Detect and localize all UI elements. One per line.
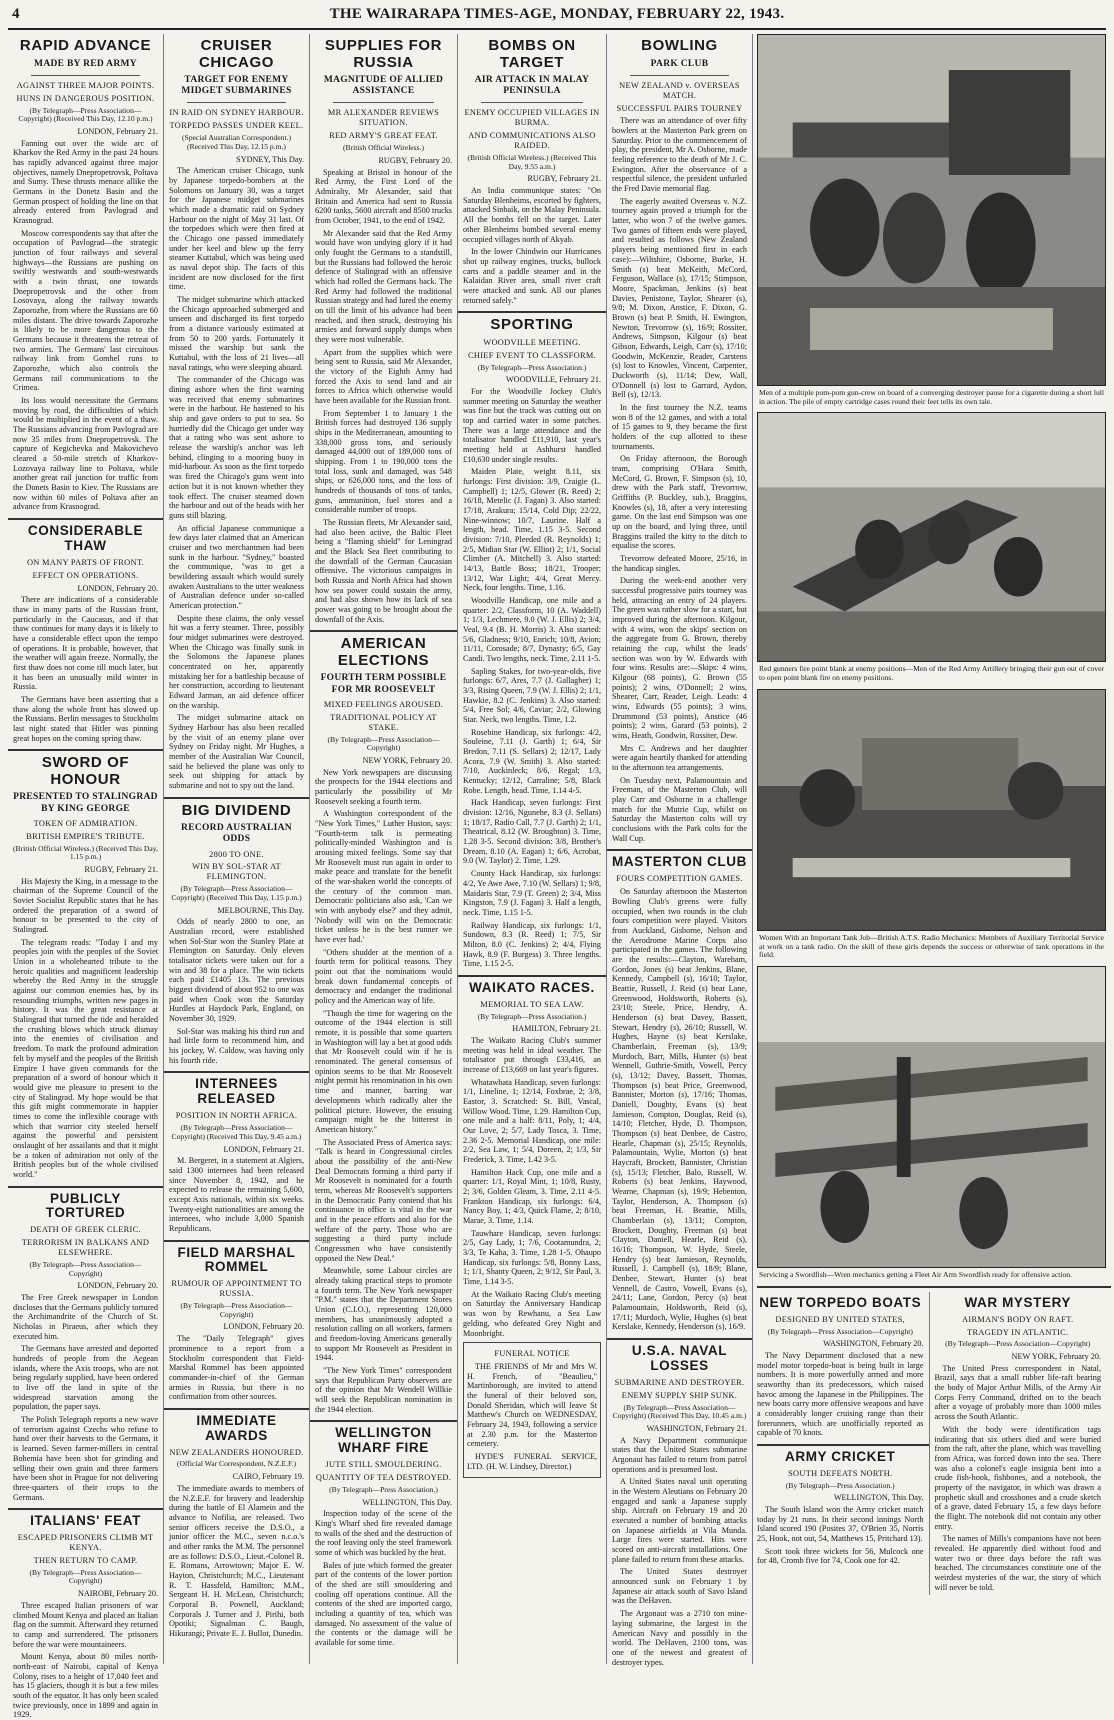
article-paragraph: Mrs C. Andrews and her daughter were again heartily thanked for attending to the afternoon tea arrangements. xyxy=(612,743,747,773)
credit-line: (By Telegraph—Press Association.) xyxy=(477,1011,587,1021)
headline-masterton-club: MASTERTON CLUB xyxy=(612,854,747,870)
headline-wellington-wharf-fire: WELLINGTON WHARF FIRE xyxy=(335,1425,432,1456)
photo-red-gunners xyxy=(757,412,1106,662)
subhead: PARK CLUB xyxy=(650,58,709,69)
article-paragraph: There are indications of a considerable thaw in many parts of the Russian front, particularly in the Caucasus, and if that thaw continues for many days it is likely to have a considerable effect upon the tempo of operations. It is probable, however, that the weather will again freeze. Normally, the first thaw does not come till much later, but it has been an unusually mild winter in Russia. xyxy=(13,595,158,692)
subhead: QUANTITY OF TEA DESTROYED. xyxy=(315,1472,452,1482)
article-paragraph: Railway Handicap, six furlongs: 1/1, Sundown, 8.3 (R. Reed) 1; 7/5, Sir Milton, 8.0 (C. Jenkins) 2; 4/4, Flying Hawk, 8.9 (F. Burgess) 3. Three lengths. Time, 1.15 2-5. xyxy=(463,920,601,969)
dateline: NAIROBI, February 20. xyxy=(77,1589,158,1599)
article-paragraph: At the Waikato Racing Club's meeting on Saturday the Anniversary Handicap was won by Rewhanu, a Sea Law gelding, who defeated Grey Night and Moonbright. xyxy=(463,1289,601,1338)
subhead: AND COMMUNICATIONS ALSO RAIDED. xyxy=(468,131,596,151)
credit-line: (By Telegraph—Press Association.) xyxy=(477,362,587,372)
subhead: PRESENTED TO STALINGRAD BY KING GEORGE xyxy=(13,792,158,814)
subhead: POSITION IN NORTH AFRICA. xyxy=(175,1111,298,1121)
headline-war-mystery: WAR MYSTERY xyxy=(964,1294,1072,1310)
photo-caption: Servicing a Swordfish—Wren mechanics getting a Fleet Air Arm Swordfish ready for offensive action. xyxy=(759,1270,1072,1280)
subhead: TOKEN OF ADMIRATION. xyxy=(33,818,138,828)
subhead: THEN RETURN TO CAMP. xyxy=(33,1555,138,1565)
credit-line: (By Telegraph—Press Association—Copyright) (Received This Day, 9.45 a.m.) xyxy=(171,1123,302,1141)
article-paragraph: There was an attendance of over fifty bowlers at the Masterton Park green on Saturday. Prior to the commencement of play, the president, Mr A. Osborne, made feeling reference to the death of Mr J. C. Ewington. After the observance of a respectful silence, the president unfurled the Fred Davie memorial flag. xyxy=(612,116,747,194)
subhead: MEMORIAL TO SEA LAW. xyxy=(480,999,584,1009)
dateline: LONDON, February 21. xyxy=(223,1144,304,1154)
article-paragraph: The United States destroyer announced sunk on February 1 by Japanese air attack south of Savo Island was the DeHaven. xyxy=(612,1567,747,1606)
dateline: WASHINGTON, February 21. xyxy=(646,1424,747,1434)
credit-line: (By Telegraph—Press Association—Copyright) xyxy=(945,1339,1091,1349)
credit-line: (By Telegraph—Press Association—Copyright) (Received This Day, 12.10 p.m.) xyxy=(18,105,153,124)
article-paragraph: Trevorrow defeated Moore, 25/16, in the handicap singles. xyxy=(612,553,747,573)
credit-line: (British Official Wireless.) xyxy=(342,143,425,153)
article-paragraph: Mr Alexander said that the Red Army would have won undying glory if it had only fought the Germans to a standstill, but the Russians had followed the heroic defence of Stalingrad with an offensive which had rolled the Germans back. The Red Army had followed the traditional Russian strategy and had lured the enemy on till the limit of his advance had been reached, and then struck, destroying his armies and forward supply dumps when they were most vulnerable. xyxy=(315,228,452,344)
subhead: SUCCESSFUL PAIRS TOURNEY xyxy=(616,103,743,113)
article-paragraph: County Hack Handicap, six furlongs: 4/2, Ye Awe Awe, 7.10 (W. Sellars) 1; 9/8, Maidaris Star, 7.9 (T. Green) 2; 3/4, Miss Kingston, 7.9 (J. Fagan) 3. Half a length, neck. Time, 1.15 1-5. xyxy=(463,869,601,917)
headline-considerable-thaw: CONSIDERABLE THAW xyxy=(27,523,144,553)
dateline: MELBOURNE, This Day. xyxy=(217,905,304,915)
article-paragraph: The Associated Press of America says: "Talk is heard in Congressional circles about the possibility of the anti-New Deal Democrats forming a third party if Mr Roosevelt is nominated for a fourth term, whereas Mr Roosevelt's supporters in the Democratic Party contend that his continuance in office is vital in the war and in the peace efforts and also for the welfare of the party. Those who are suggesting a third party include Congressmen who have consistently opposed the New Deal." xyxy=(315,1137,452,1263)
subhead: AIRMAN'S BODY ON RAFT. xyxy=(962,1314,1074,1324)
article-paragraph: On Tuesday next, Palamountain and Freeman, of the Masterton Club, will play Carr and Osborne in a challenge match for the Mutrie Cup, whilst on Saturday the Masterton colts will try conclusions with the Park colts for the Wall Cup. xyxy=(612,775,747,843)
article-paragraph: A Navy Department communique states that the United States submarine Argonaut has failed to return from patrol operations and is presumed lost. xyxy=(612,1435,747,1474)
credit-line: (By Telegraph—Press Association.) xyxy=(329,1484,438,1494)
subhead: CHIEF EVENT TO CLASSFORM. xyxy=(467,350,597,360)
article-paragraph: The telegram reads: "Today I and my peoples join with the peoples of the Soviet Union in a wholehearted tribute to the heroic qualities and magnificent leadership whereby the Red Army in the struggle against our common enemies has, by its resounding triumphs, written new pages in history. It was the great resistance at Stalingrad that turned the tide and heralded the crushing blows which struck dismay into the enemies of civilisation and freedom. To mark the profound admiration felt by myself and the peoples of the British Empire I have given commands for the preparation of a sword of honour which it would give me pleasure to present to the city of Stalingrad. My hope would be that this gift might commemorate in happier times to come the inflexible courage with which that warrior city steeled herself against the powerful and persistent onslaught of her assailants and that it might be a token of admiration not only of the British peoples but of the whole civilised world." xyxy=(13,937,158,1179)
article-paragraph: In the lower Chindwin our Hurricanes shot up railway engines, trucks, bullock carts and a paddle steamer and in the Kalaidan River area, small river craft were attacked and sunk. All our planes returned safely." xyxy=(463,247,601,305)
dateline: CAIRO, February 19. xyxy=(232,1472,304,1482)
article-paragraph: The midget submarine which attacked the Chicago approached submerged and unseen and discharged its first torpedo from a distance variously estimated at from 50 to 200 yards. Fortunately it missed the warship but sank the Kuttabul, with the loss of 21 lives—all naval ratings, who were sleeping aboard. xyxy=(169,295,304,372)
article-paragraph: New York newspapers are discussing the prospects for the 1944 elections and particularly the possibility of Mr Roosevelt seeking a fourth term. xyxy=(315,767,452,806)
subhead: ENEMY OCCUPIED VILLAGES IN BURMA. xyxy=(464,108,600,128)
dateline: LONDON, February 20. xyxy=(77,583,158,593)
dateline: LONDON, February 21. xyxy=(77,126,158,136)
article-paragraph: Meanwhile, some Labour circles are already taking practical steps to promote a fourth term. The New York newspaper "P.M." states that the Department Stores Union (C.I.O.), representing 120,000 members, has unanimously adopted a resolution calling on all workers, farmers and freedom-loving Americans generally to support Mr Roosevelt as President in 1944. xyxy=(315,1266,452,1363)
column-6-photos xyxy=(753,34,1106,1664)
headline-bombs-on-target: BOMBS ON TARGET xyxy=(488,37,576,71)
subhead: DESIGNED BY UNITED STATES, xyxy=(775,1314,906,1324)
dateline: SYDNEY, This Day. xyxy=(236,154,304,164)
headline-army-cricket: ARMY CRICKET xyxy=(785,1448,896,1464)
article-paragraph: The "Daily Telegraph" gives prominence to a report from a Stockholm correspondent that Field-Marshal Rommel has been appointed commander-in-chief of the German armies in Russia, but there is no confirmation from other sources. xyxy=(169,1334,304,1402)
column-2 xyxy=(164,34,310,1664)
dateline: WELLINGTON, This Day. xyxy=(362,1497,452,1507)
subhead: IN RAID ON SYDNEY HARBOUR. xyxy=(169,108,304,118)
headline-field-marshal-rommel: FIELD MARSHAL ROMMEL xyxy=(177,1244,296,1275)
article-paragraph: From September 1 to January 1 the British forces had destroyed 136 supply ships in the Mediterranean, amounting to 338,000 gross tons, and seriously damaged 44,000 out of 189,000 tons of shipping. From 1 to 190,000 tons the total loss, sunk and damaged, was 548 ships, or 626,000 tons, and the loss of hundreds of thousands of tons of tanks, guns, ammunition, fuel stores and a considerable number of troops. xyxy=(315,408,452,515)
subhead: TRADITIONAL POLICY AT STAKE. xyxy=(330,712,437,732)
newspaper-title: THE WAIRARAPA TIMES-AGE, MONDAY, FEBRUARY 22, 1943. xyxy=(329,5,785,22)
dateline: RUGBY, February 21. xyxy=(527,174,601,184)
notice-text: THE FRIENDS of Mr and Mrs W. H. French, of "Beaulieu," Martinborough, are invited to attend the funeral of their beloved son, Donald Sheridan, which will leave St Matthew's Church on WEDNESDAY, February 24, 1943, following a service at 2.30 p.m. for the Masterton cemetery. xyxy=(467,1362,597,1449)
article-paragraph: The eagerly awaited Overseas v. N.Z. tourney again proved a triumph for the latter, who won 7 of the twelve games. Two games of fifteen ends were played, and resulted as follows (New Zealand players being mentioned first in each case):—Wiltshire, Osborne, Burke, H. Smith (s) beat McKeith, McCord, Ferguson, Wallace (s), 17/15; Stimpson, Moore, Spackman, Jenkins (s) beat Davies, Penistone, Taylor, Shearer (s), 9/8; M. Dixon, Anstice, F. Dixon, G. Brown (s) beat P. Smith, H. Ewington, Newton, Trevorrow (s), 16/9; Rossiter, Andrews, Simpson, Kilgour (s) beat Gibson, Edwards, Leigh, Carr (s), 17/10; Goodwin, McKenzie, Reader, Carstens (s) lost to Knowles, Vincent, Carpenter, Duckworth (s), 11/14; Dew, Wall, O'Donnell (s) lost to Garrard, Aydon, Bell (s), 12/13. xyxy=(612,196,747,400)
subhead: WOODVILLE MEETING. xyxy=(483,337,581,347)
page-number: 4 xyxy=(12,5,20,22)
credit-line: (British Official Wireless.) (Received This Day, 9.55 a.m.) xyxy=(467,153,597,171)
column-4 xyxy=(458,34,607,1664)
subhead: MAGNITUDE OF ALLIED ASSISTANCE xyxy=(323,75,444,97)
subhead: ON MANY PARTS OF FRONT. xyxy=(26,557,145,567)
article-paragraph: Hamilton Hack Cup, one mile and a quarter: 1/1, Royal Mint, 1; 10/8, Rusty, 2; 3/6, Golden Gleam, 3. Time, 2.11 4-5. Frankton Handicap, six furlongs: 6/4, Nancy Boy, 1; 4/3, Quick Flame, 2; 8/10, Marae, 3. Time, 1.14. xyxy=(463,1167,601,1226)
article-paragraph: "Others shudder at the mention of a fourth term for political reasons. They point out that the nominations would break down fundamental concepts of democracy and endanger the traditional policy and the American way of life. xyxy=(315,947,452,1006)
article-paragraph: The commander of the Chicago was dining ashore when the first warning was received that enemy submarines were in the harbour. He hastened to his ship and gave orders to put to sea. So hurriedly did the Chicago get under way that a rating who was sent ashore to release the warship's anchor was left behind, clinging to a mooring buoy in mid-harbour. As soon as the first torpedo was fired the Chicago's guns went into action but it is not known whether they took effect. The cruiser steamed down the harbour and out of the heads with her guns still blazing. xyxy=(169,375,304,520)
subhead: AGAINST THREE MAJOR POINTS. xyxy=(16,80,155,90)
subhead: DEATH OF GREEK CLERIC. xyxy=(30,1225,141,1235)
article-paragraph: Tauwhare Handicap, seven furlongs: 2/5, Gay Lady, 1; 7/6, Cootamundra, 2; 3/3, Te Kaha, 3. Time, 1.28 1-5. Ohaupo Handicap, six furlongs: 5/8, Bonny Lass, 1; 1/1, Shanty Queen, 2; 9/12, Sir Paul, 3. Time, 1.14 3-5. xyxy=(463,1228,601,1287)
subhead: TERRORISM IN BALKANS AND ELSEWHERE. xyxy=(21,1238,150,1258)
article-paragraph: An official Japanese communique a few days later claimed that an American cruiser and two merchantmen had been sunk in the harbour. "Sydney," boasted the communique, "was to get a bewildering assault which would surely awaken Australians to the utter weakness of Australian defence under so-called American protection." xyxy=(169,523,304,610)
subhead: MIXED FEELINGS AROUSED. xyxy=(323,699,444,709)
headline-usa-naval-losses: U.S.A. NAVAL LOSSES xyxy=(631,1343,728,1373)
article-paragraph: The Navy Department disclosed that a new model motor torpedo-boat is being built in large numbers. It is more powerfully armed and more seaworthy than its predecessors, which raised havoc among the Japanese in the Philippines. The new boats carry more offensive weapons and have a considerably longer cruising range than their forerunners, which are unofficially reported as capable of 70 knots. xyxy=(757,1350,924,1438)
headline-sporting: SPORTING xyxy=(490,316,574,334)
dateline: WASHINGTON, February 20. xyxy=(823,1339,924,1349)
subhead: EFFECT ON OPERATIONS. xyxy=(32,570,139,580)
credit-line: (By Telegraph—Press Association—Copyright) (Received This Day, 1.15 p.m.) xyxy=(171,884,302,902)
columns xyxy=(8,34,1106,1720)
subhead: HUNS IN DANGEROUS POSITION. xyxy=(16,93,155,103)
article-paragraph: Mount Kenya, about 80 miles north-north-east of Nairobi, capital of Kenya Colony, rises to a height of 17,040 feet and has 15 glaciers, though it is but a few miles south of the equator. It has only been scaled twice previously, once in 1899 and again in 1929. xyxy=(13,1652,158,1720)
headline-rapid-advance: RAPID ADVANCE xyxy=(19,37,152,54)
article-paragraph: The Polish Telegraph reports a new wave of terrorism against Czechs who refuse to hand over their harvests to the Germans, it is learned. Seven farmer-millers in central Bohemia have been shot for grinding and selling their own grain and three farmers have been shot in Prague for not delivering three-quarters of their crops to the Germans. xyxy=(13,1415,158,1502)
headline-supplies-for-russia: SUPPLIES FOR RUSSIA xyxy=(324,37,443,71)
article-paragraph: The midget submarine attack on Sydney Harbour has also been recalled by the visit of an enemy plane over Sydney on Friday night. Mr Hughes, a member of the Australian War Council, said he believed the plane was only to seek out shipping for attack by submarine and not to spy out the land. xyxy=(169,713,304,790)
headline-immediate-awards: IMMEDIATE AWARDS xyxy=(196,1412,277,1443)
article-paragraph: Whatawhata Handicap, seven furlongs: 1/1, Lineline, 1; 12/14, Foxbrae, 2; 3/8, Eastor, 3. Scratched: St. Bill, Vascal, Willow Wood. Time, 1.29. Hamilton Cup, one mile and a half: 8/11, Poly, 1; 4/4, Our Love, 2; 5/7, Lady Tosca, 3. Time, 2.36 2-5. Memorial Handicap, one mile: 2/2, Sea Law, 1; 5/4, Doreen, 2; 1/3, Sir Frederick, 3. Time, 1.42 3-5. xyxy=(463,1077,601,1165)
article-paragraph: The immediate awards to members of the N.Z.E.F. for bravery and leadership during the battle of El Alamein and the advance to Nofilia, are released. Two senior officers receive the D.S.O., a junior officer the M.C., seven n.c.o.'s and other ranks the M.M. The personnel are as follows: D.S.O., Lieut.-Colonel R. E. Romans, Arrowtown; Major E. W. Hayton, Christchurch; M.C., Lieutenant R. T. Hassfeld, Hamilton; M.M., Sergeant H. H. McLean, Christchurch; Corporal B. Pownell, Auckland; Corporals J. Turner and J. Pirihi, both Opotiki; Signalman C. Baugh, Hikurangi; Private E. J. Bullot, Dunedin. xyxy=(169,1483,304,1638)
article-paragraph: His Majesty the King, in a message to the chairman of the Supreme Council of the Soviet Socialist Republic states that he has ordered the preparation of a sword of honour to be presented to the city of Stalingrad. xyxy=(13,876,158,935)
dateline: LONDON, February 20. xyxy=(77,1281,158,1291)
dateline: WELLINGTON, This Day. xyxy=(833,1493,924,1503)
credit-line: (By Telegraph—Press Association—Copyright) (Received This Day, 10.45 a.m.) xyxy=(612,1402,747,1421)
article-paragraph: Sol-Star was making his third run and had little form to recommend him, and his jockey, W. Caldow, was having only his fourth ride. xyxy=(169,1026,304,1065)
subhead: FOURTH TERM POSSIBLE FOR MR ROOSEVELT xyxy=(320,673,447,695)
subhead: TRAGEDY IN ATLANTIC. xyxy=(967,1327,1069,1337)
article-paragraph: Speaking at Bristol in honour of the Red Army, the First Lord of the Admiralty, Mr Alexander, said that Britain and America had sent to Russia 6200 tanks, 5600 aircraft and 8500 trucks from October, 1941, to the end of 1942. xyxy=(315,167,452,225)
dateline: NEW YORK, February 20. xyxy=(1011,1352,1101,1362)
subhead: WIN BY SOL-STAR AT FLEMINGTON. xyxy=(192,862,281,882)
headline-bowling: BOWLING xyxy=(641,37,718,54)
article-paragraph: Three escaped Italian prisoners of war climbed Mount Kenya and placed an Italian flag on the summit. Afterward they returned to camp and surrendered. The prisoners before the war were mountaineers. xyxy=(13,1600,158,1649)
article-paragraph: The Waikato Racing Club's summer meeting was held in ideal weather. The totalisator put through £33,416, an increase of £13,669 on last year's figures. xyxy=(463,1036,601,1075)
subhead: TARGET FOR ENEMY MIDGET SUBMARINES xyxy=(181,75,292,97)
subhead: ENEMY SUPPLY SHIP SUNK. xyxy=(621,1390,738,1400)
article-paragraph: Odds of nearly 2800 to one, an Australian record, were established when Sol-Star won the Stanley Plate at Flemington on Saturday. Only eleven totalisator tickets were taken out for a win and 38 for a place. The win tickets each paid £1405 13s. The previous biggest dividend of about 952 to one was paid when Cook won the Saturday Hurdles at Haydock Park, England, on November 30, 1929. xyxy=(169,917,304,1024)
subhead: RED ARMY'S GREAT FEAT. xyxy=(329,131,438,141)
funeral-notice xyxy=(463,1342,601,1478)
photo-ats-radio-mechanics xyxy=(757,689,1106,931)
headline-big-dividend: BIG DIVIDEND xyxy=(181,801,292,819)
article-paragraph: A United States naval unit operating in the Western Aleutians on February 20 engaged and sank a Japanese supply ship. Aircraft on February 19 and 20 executed a number of bombing attacks on Japanese airfields at Vila Munda. Large fires were started. Hits were scored on anti-aircraft installations. One plane failed to return from these attacks. xyxy=(612,1477,747,1564)
photo-caption: Red gunners fire point blank at enemy positions—Men of the Red Army Artillery bringing their gun out of cover to open point blank fire on enemy positions. xyxy=(759,664,1104,683)
subhead: ESCAPED PRISONERS CLIMB MT KENYA. xyxy=(17,1533,154,1552)
subhead: BRITISH EMPIRE'S TRIBUTE. xyxy=(26,831,145,841)
photo-pom-pom-gun-crew xyxy=(757,34,1106,386)
article-paragraph: Fanning out over the wide arc of Kharkov the Red Army in the past 24 hours has rapidly advanced against three major objectives, namely Dnepropetrovsk, Poltava and Sumy. These thrusts menace allike the Germans in the Donetz Basin and the German prospect of holding the line on that already entered from Pavlograd and Krasnograd. xyxy=(13,138,158,225)
article-paragraph: Bales of jute which formed the greater part of the contents of the lower portion of the shed are still smouldering and cooling off operations continue. All the contents of the shed are imported cargo, including a quantity of tea, which was damaged. No assessment of the value of the contents or the damage will be available for some time. xyxy=(315,1560,452,1647)
article-paragraph: The Germans have been asserting that a thaw along the whole front has slowed up the Russians. Berlin messages to Stockholm last night stated that Hitler was pinning great hopes on the coming spring thaw. xyxy=(13,695,158,743)
article-paragraph: An India communique states: "On Saturday Blenheims, escorted by fighters, attacked Sinbaik, on the Malay Peninsula. All the bombs fell on the target. Later other Blenheims bombed several enemy occupied villages north of Akyab. xyxy=(463,186,601,244)
subhead: MR ALEXANDER REVIEWS SITUATION. xyxy=(327,108,440,128)
subcolumn-left xyxy=(757,1292,930,1596)
photo-swordfish-servicing xyxy=(757,966,1106,1268)
article-paragraph: Rosebine Handicap, six furlongs: 4/2, Souleine, 7.11 (J. Garth) 1; 6/4, Sir Bredon, 7.11 (S. Sellars) 2; 12/17, Lady Acora, 7.9 (W. Smith) 3. Also started: 7/10, Auckinleck; 8/6, Regal; 1/3, Kentucky; 12/12, Carraline; 5/8, Black Robe. Length, head. Time, 1.14 4-5. xyxy=(463,727,601,795)
credit-line: (By Telegraph—Press Association—Copyright) xyxy=(180,1301,293,1319)
headline-new-torpedo-boats: NEW TORPEDO BOATS xyxy=(759,1294,922,1310)
credit-line: (By Telegraph—Press Association.) xyxy=(785,1480,895,1490)
dateline: WOODVILLE, February 21. xyxy=(505,375,601,385)
photo-caption: Women With an Important Tank Job—British A.T.S. Radio Mechanics: Members of Auxiliary Territorial Service at work on a tank radio. On the skill of these girls depends the success or otherwise of tank operations in the field. xyxy=(759,932,1104,960)
article-paragraph: Woodville Handicap, one mile and a quarter: 2/2, Classform, 10 (A. Waddell) 1; 1/3, Lechmere, 9.0 (W. J. Ellis) 2; 3/4, Veal, 9.4 (B. H. Morris) 3. Also started: 5/6, Gladness; 9/10, Enrich; 10/8, Avion; 11/11, Corosade; 8/7, Dynasty; 6/5, Gay Candi. Two lengths, neck. Time, 2.11 1-5. xyxy=(463,596,601,664)
article-paragraph: Apart from the supplies which were being sent to Russia, said Mr Alexander, the victory of the Eighth Army had forced the Axis to send land and air forces to Africa which otherwise would have been available for the Russian front. xyxy=(315,347,452,405)
credit-line: (Official War Correspondent, N.Z.E.F.) xyxy=(176,1459,297,1469)
article-paragraph: The names of Mills's companions have not been revealed. He apparently died without food and water two or three days before the raft was beached. The circumstances constitute one of the weirdest mysteries of the war, the story of which will never be told. xyxy=(934,1534,1101,1592)
subhead: SOUTH DEFEATS NORTH. xyxy=(788,1468,893,1478)
bottom-articles xyxy=(757,1292,1106,1596)
headline-waikato-races: WAIKATO RACES. xyxy=(469,979,595,995)
subhead: NEW ZEALANDERS HONOURED. xyxy=(169,1447,304,1457)
notice-heading: FUNERAL NOTICE xyxy=(494,1349,570,1359)
subcolumn-right xyxy=(930,1292,1107,1596)
article-paragraph: For the Woodville Jockey Club's summer meeting on Saturday the weather was fine but the track was cutting out on top and carried water in some patches. There was a large attendance and the totalisator handled £11,910, last year's meeting held at Ashhurst handled £10,630 under single results. xyxy=(463,386,601,464)
credit-line: (British Official Wireless.) (Received This Day, 1.15 p.m.) xyxy=(13,843,158,862)
article-paragraph: M. Bergeret, in a statement at Algiers, said 1300 internees had been released since November 8, 1942, and he expected to release the remaining 5,600, except Axis nationals, within six weeks. Twenty-eight nationalities are among the internees, who include 3,000 Spanish Republicans. xyxy=(169,1156,304,1233)
article-paragraph: Despite these claims, the only vessel hit was a ferry steamer. Three, possibly four midget submarines were destroyed. When the Chicago was finally sunk in the Solomons the Japanese planes concentrated on her, apparently mistaking her for a battleship because of her construction, according to lieutenant Edward Jarman, an aid defence officer on the warship. xyxy=(169,613,304,710)
masthead xyxy=(8,0,1106,30)
subhead: RECORD AUSTRALIAN ODDS xyxy=(181,823,292,845)
article-paragraph: The Russian fleets, Mr Alexander said, had also been active, the Baltic Fleet being a "flaming shield" for Leningrad and the Black Sea fleet contributing to the downfall of the German Caucasian offensive. The victorious campaigns in both Russia and North Africa had shown how sea power could sustain the army, and had also shown how its lack of sea power was going to be brought about the downfall of the Axis. xyxy=(315,518,452,624)
credit-line: (By Telegraph—Press Association—Copyright) xyxy=(29,1259,142,1278)
credit-line: (Special Australian Correspondent.) (Received This Day, 12.15 p.m.) xyxy=(181,133,292,151)
dateline: LONDON, February 20. xyxy=(223,1322,304,1332)
column-5 xyxy=(607,34,753,1667)
subhead: JUTE STILL SMOULDERING. xyxy=(325,1460,442,1470)
article-paragraph: The United Press correspondent in Natal, Brazil, says that a small rubber life-raft bearing the body of Major Arthur Mills, of the Army Air Corps Ferry Command, drifted on to the beach after a voyage of probably more than 1000 miles across the South Atlantic. xyxy=(934,1363,1101,1422)
subhead: 2800 TO ONE. xyxy=(209,849,264,859)
headline-publicly-tortured: PUBLICLY TORTURED xyxy=(45,1190,126,1221)
credit-line: (By Telegraph—Press Association—Copyright) xyxy=(29,1567,142,1586)
article-paragraph: The Argonaut was a 2710 ton mine-laying submarine, the largest in the American Navy and possibly in the world. The DeHaven, 2100 tons, was one of the newest and greatest of destroyer types. xyxy=(612,1609,747,1667)
headline-sword-of-honour: SWORD OF HONOUR xyxy=(41,754,130,788)
article-paragraph: On Saturday afternoon the Masterton Bowling Club's greens were fully occupied, when two rounds in the club fours competition were played. Visitors from Auckland, Gisborne, Nelson and the Aerodrome Marine Corps also participated in the games. The following are the results:—Clayton, Wareham, Gordon, Jones (s) beat Jenkins, Blane, Kennedy, Campbell (s), 16/10; Taylor, Beattie, Russell, J. Reid (s) beat Lane, Greenwood, Holdsworth, Roberts (s), 23/10; Steele, Price, Hendry, A. Henderson (s) beat Davey, Bassett, Stewart, Hendry (s), 26/10; Russell, W. Hughes, Hayne (s) beat Kerslake, Chamberlain, Freeman (s), 13/9; Murdoch, Barr, Mills, Hunter (s) beat Wennell, Guthrie-Smith, Vowell, Percy (s), 13/12; Davey, Bassett, Thomas, Thompson (s) beat Price, Greenwood, Bannister, Morton (s), 17/16; Thomas, Daniell, Doughty, Evans (s) beat Jamieson, Compton, Douglas, Reid (s), 14/10; Fletcher, Hyde, D. Thompson, Thompson (s) beat Denbee, de Castro, Hearle, Chapman (s), 25/15; Reynolds, Palamountain, Wylie, Morton (s) beat Haycraft, Brockett, Bannister, Christian (s), 15/13; Fletcher, Balo, Russell, W. Roberts (s) beat Jenkins, Haywood, Wearne, Chapman (s), 19/9; Hebenton, Taylor, Henderson, A. Thompson (s) beat Freeman, H. Beattie, Mills, Chamberlain (s), 13/11; Compton, Brockett, Doughty, Freeman (s) beat Clayton, Daniell, Hearle, Reid (s), 16/16; Thompson, W. Hyde, Steele, Hendry (s) beat Jamieson, Reynolds, Russell, J. Campbell (s), 18/9; Blane, Denbee, Stewart, Hunter (s) beat Vennell, de Castro, Vowell, Evans (s), 24/11; Lane, Gordon, Percy (s) beat Palamountain, Holdsworth, Reid (s), 17/11; Murdoch, Wylie, Hughes (s) beat Kerslake, Kennedy, Henderson (s), 16/9. xyxy=(612,887,747,1332)
column-1 xyxy=(8,34,164,1720)
subhead: SUBMARINE AND DESTROYER. xyxy=(614,1377,745,1387)
article-paragraph: A Washington correspondent of the "New York Times," Luther Huston, says: "Fourth-term talk is permeating politically-minded Washington and is arousing mixed feelings. Some say that Mr Roosevelt must run again in order to make peace and translate for the benefit of the war-shaken world the concepts of the century of the common man. Democratic politicians also ask, 'Can we win with anybody else?' and they admit, 'Nobody will win on the Democratic ticket unless he is the best runner we have ever had.' xyxy=(315,809,452,945)
dateline: NEW YORK, February 20. xyxy=(362,755,452,765)
article-paragraph: On Friday afternoon, the Borough team, comprising O'Hara Smith, McCord, G. Brown, F. Simpson (s), 10, drew with the Park staff, Trevorrow, Griffiths (P. Buckley, sub.), Braggins, Knowles (s), 18, after a very interesting game. On the last end Simpson was one up on the board, and lying three, until Braggins trailed the kitty to the ditch to equalise the scores. xyxy=(612,454,747,551)
article-paragraph: Maiden Plate, weight 8.11, six furlongs: First division: 3/9, Craigie (L. Campbell) 1; 12/5, Glower (R. Reed) 2; 16/18, Metelic (J. Fagan) 3. Also started: 17/18, Arakura; 15/14, Cold Dip; 22/22, Nine-winnow; 10/7, Laurine. Half a length, head. Time, 1.15 3-5. Second division: 7/10, Pleeded (R. Reynolds) 1; 2/5, Midian Star (W. Elliot) 2; 1/1, Social Climber (A. Mitchell) 3. Also started: 14/13, Battle Boss; 18/21, Trooper; 13/12, War Light; 4/4, Great Mercy. Neck, four lengths. Time, 1.16. xyxy=(463,467,601,593)
article-paragraph: Sapling Stakes, for two-year-olds, five furlongs: 6/7, Ares, 7.7 (J. Gallagher) 1; 3/3, Rising Queen, 7.9 (W. J. Ellis) 2; 1/1, Hawkie, 8.2 (C. Jenkins) 3. Also started: 5/4, Free Sol; 4/6, Caviar; 2/2, Glowing Star. Neck, two lengths. Time, 1.2. xyxy=(463,666,601,725)
headline-american-elections: AMERICAN ELECTIONS xyxy=(337,635,430,669)
photo-caption: Men of a multiple pom-pom gun-crew on board of a converging destroyer pause for a cigarette during a short lull in action. The pile of empty cartridge cases round their feet tells its own tale. xyxy=(759,388,1104,406)
article-paragraph: During the week-end another very successful progressive pairs tourney was held, attracting an entry of 24 players. The green was rather slow for a start, but improved during the afternoon. Kilgour, with 4 wins, won the skips' section on the aggregate from G. Brown, thereby retaining the cup, whilst the leads' section was won by W. Edwards with four wins. Results are:—Skips: 4 wins, Kilgour (68 points), G. Brown (55 points); 2 wins, O'Donnell; 2 wins, Shearer, Carr, Reader, Leigh. Leads: 4 wins, Edwards (55 points); 3 wins, Drummond (53 points), Anstice (46 points); 2 wins, Garard (53 points), 2 wins, Heath, Goodwin, Rossiter, Dew. xyxy=(612,576,747,741)
article-paragraph: "The New York Times" correspondent says that Republican Party observers are of the opinion that Mr Wendell Willkie will seek the Republican nomination in the 1944 election. xyxy=(315,1365,452,1414)
article-paragraph: With the body were identification tags indicating that six others died and were buried from the raft, after the plane, which was travelling from Africa, was forced down into the sea. There was also a colonel's eagle insignia bent into a crude fish-hook, fishbones, and a notebook, the property of the navigator, in which was drawn a prophetic skull and crossbones and a crude sketch of a grave, dated February 15, a few days before the flight. The notebook did not contain any other entry. xyxy=(934,1424,1101,1531)
article-paragraph: "Though the time for wagering on the outcome of the 1944 election is still remote, it is possible that some quarters in Washington will lay a bet at good odds that Mr Roosevelt could win if he is renominated. The general consensus of opinion seems to be that Mr Roosevelt might permit his renomination in his own time and manner, barring war developments which radically alter the political picture. However, the ensuing campaign might be the bitterest in American history." xyxy=(315,1008,452,1134)
dateline: RUGBY, February 20. xyxy=(378,155,452,165)
subhead: RUMOUR OF APPOINTMENT TO RUSSIA. xyxy=(171,1279,302,1299)
article-paragraph: The American cruiser Chicago, sunk by Japanese torpedo-bombers at the Solomons on January 30, was a target for the Japanese midget submarines which made a dramatic raid on Sydney Harbour on the night of May 31 last. Of the torpedoes which were then fired at the Chicago one passed immediately under her keel and blew up the ferry steamer Kuttabul, which was being used as naval depot ship. The facts of this incident are now disclosed for the first time. xyxy=(169,166,304,292)
subhead: MADE BY RED ARMY xyxy=(34,58,137,69)
column-3 xyxy=(310,34,458,1664)
notice-text: HYDE'S FUNERAL SERVICE, LTD. (H. W. Lindsey, Director.) xyxy=(467,1452,597,1471)
headline-cruiser-chicago: CRUISER CHICAGO xyxy=(198,37,275,71)
subhead: TORPEDO PASSES UNDER KEEL. xyxy=(169,121,304,131)
article-paragraph: Inspection today of the scene of the King's Wharf shed fire revealed damage to walls of the shed and the destruction of the roof leaving only the steel framework some of which was buckled by the heat. xyxy=(315,1509,452,1557)
article-paragraph: The Germans have arrested and deported hundreds of people from the Aegean islands, where the Axis troops, who are not being regularly supplied, have been ordered to live off the land in spite of the widespread starvation among the population, the paper says. xyxy=(13,1344,158,1412)
article-paragraph: Hack Handicap, seven furlongs: First division: 12/16, Ngunehe, 8.3 (J. Sellars) 1; 18/17, Radio Call, 7.7 (J. Garth) 2; 1/1, Theatrical, 8.12 (W. Broughton) 3. Time, 1.28 3-5. Second division: 3/8, Brother's Dream, 8.10 (A. Eagan) 1; 6/6, Acrobat, 9.0 (W. Taylor) 2. Time, 1.29. xyxy=(463,798,601,866)
article-paragraph: In the first tourney the N.Z. teams won 8 of the 12 games, and with a total of 15 games to 9, they became the first holders of the cup allotted to these tournaments. xyxy=(612,402,747,451)
subhead: FOURS COMPETITION GAMES. xyxy=(616,874,743,884)
article-paragraph: The Free Greek newspaper in London discloses that the Germans publicly tortured the Archimandrite of the Church of St. Nicholas in Piraeus, after which they executed him. xyxy=(13,1293,158,1341)
dateline: RUGBY, February 21. xyxy=(84,865,158,875)
headline-italians-feat: ITALIANS' FEAT xyxy=(30,1513,141,1529)
credit-line: (By Telegraph—Press Association—Copyright) xyxy=(327,734,440,753)
article-paragraph: The South Island won the Army cricket match today by 21 runs. In their second innings North Island scored 190 (Posites 37, O'Brien 35, Norris 25, Hook, not out, 54, Matthews 15, Pritchard 13). xyxy=(757,1505,924,1544)
article-paragraph: Scott took three wickets for 56, Mulcock one for 48, Cromb five for 74, Cook one for 42. xyxy=(757,1546,924,1566)
article-paragraph: Moscow correspondents say that after the occupation of Pavlograd—the strategic junction of four railways and several highways—the Russians are pushing on swiftly westwards and south-westwards with a twin thrust, one towards Dnepropetrovsk and the other from Losovaya, along the railway towards Zaporozhe, from where the Russians are 60 miles distant. The drive towards Zaporozhe is likely to be more dangerous to the Germans because it threatens the retreat of two armies. The Germans' last circuitous railway link from Gomhel runs to Zaporozhe, which also controls the Germans rail communications to the Crimea. xyxy=(13,228,158,393)
headline-internees-released: INTERNEES RELEASED xyxy=(195,1076,278,1107)
credit-line: (By Telegraph—Press Association—Copyright) xyxy=(767,1326,913,1336)
article-paragraph: Its loss would necessitate the Germans moving by road, the difficulties of which would be multiplied in the event of a thaw. The Russians advancing from Pavlograd are now 35 miles from Dnepropetrovsk. The capture of Kegichevka and Makovichevo cleared a 50-mile stretch of Kharkov-Lozovaya railway line to Poltava, while another great rail junction for traffic from the Donets Basin to Kiev. The Russians are now within 60 miles of Poltava after an advance from Krasnograd. xyxy=(13,396,158,512)
subhead: AIR ATTACK IN MALAY PENINSULA xyxy=(474,75,590,97)
subhead: NEW ZEALAND v. OVERSEAS MATCH. xyxy=(619,80,740,100)
dateline: HAMILTON, February 21. xyxy=(512,1024,601,1034)
